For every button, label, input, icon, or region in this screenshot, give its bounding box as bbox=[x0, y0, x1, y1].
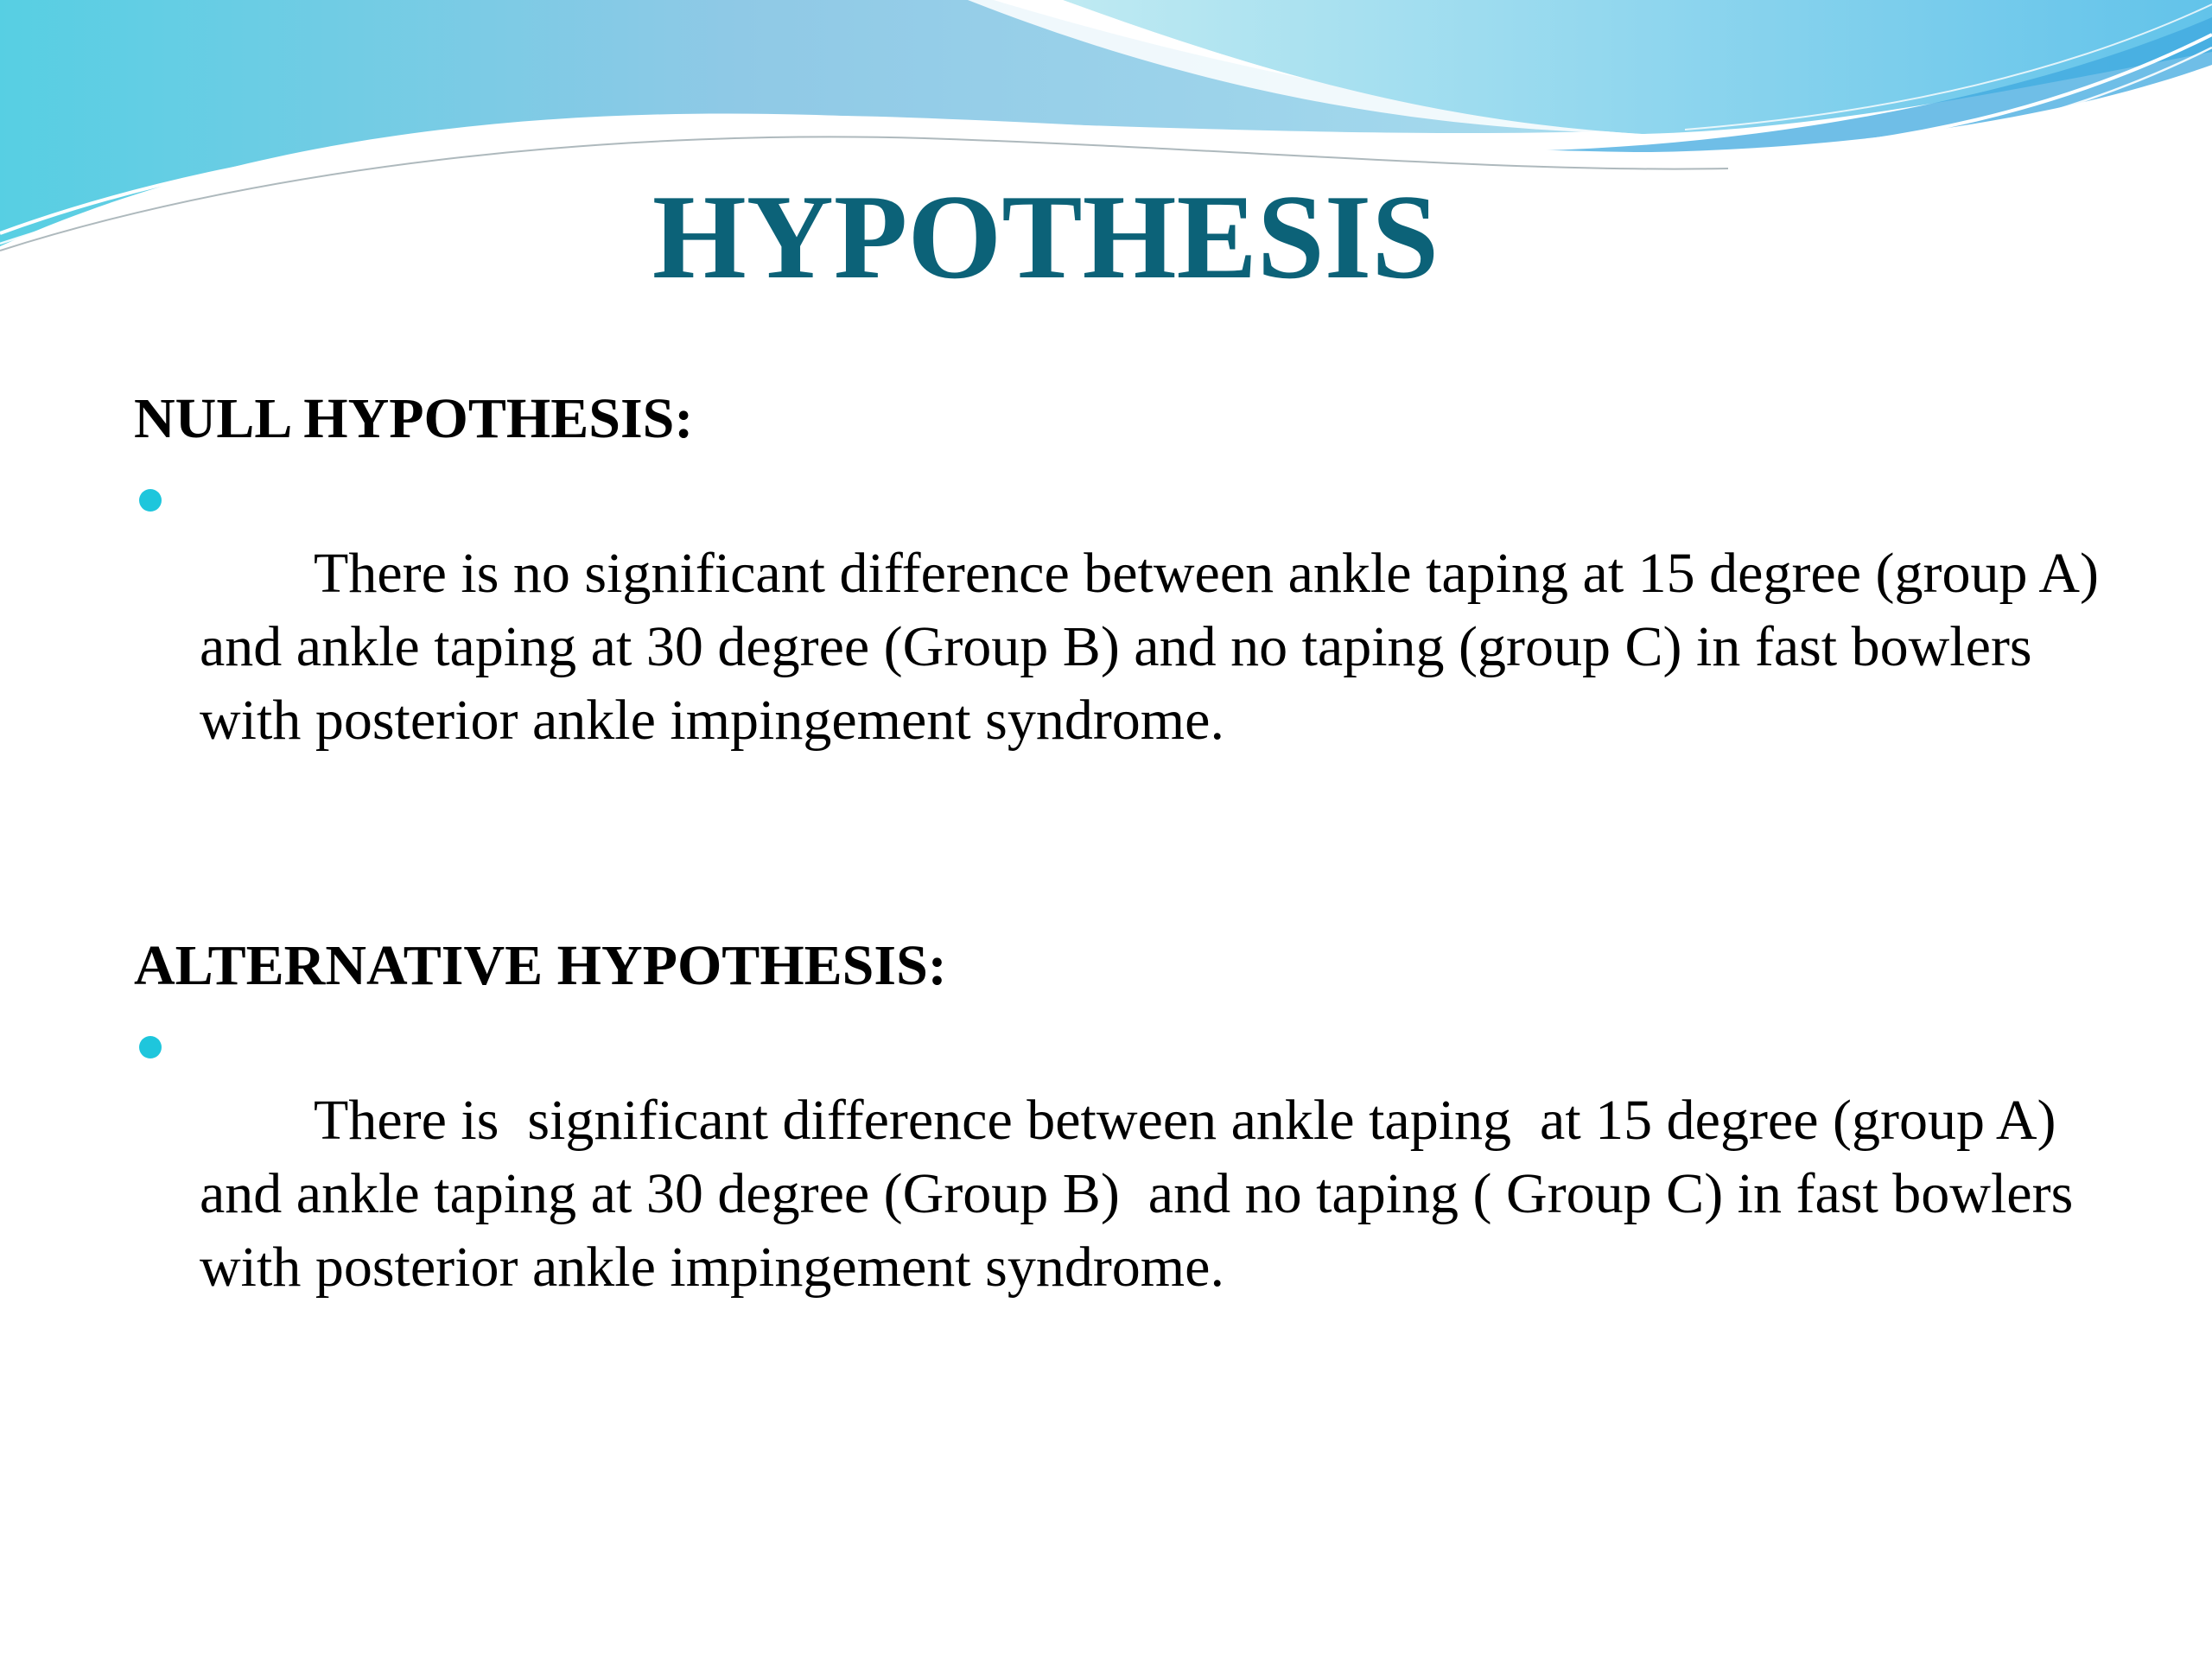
bullet-dot-icon bbox=[139, 1036, 162, 1058]
null-hypothesis-section bbox=[134, 380, 2121, 830]
null-hypothesis-text: There is no significant difference between ankle taping at 15 degree (group A) and ankle taping at 30 degree (Group B) and no taping (group C) in fast bowlers with posterior ankle impingement syndrome. bbox=[200, 542, 2113, 752]
alternative-hypothesis-text: There is significant difference between ankle taping at 15 degree (group A) and ankle taping at 30 degree (Group B) and no taping ( Group C) in fast bowlers with posterior ankle impingement syndrome. bbox=[200, 1089, 2088, 1299]
alternative-hypothesis-section bbox=[134, 927, 2121, 1377]
alternative-hypothesis-bullet bbox=[134, 1010, 2121, 1377]
null-hypothesis-heading: NULL HYPOTHESIS: bbox=[134, 387, 694, 450]
slide-content bbox=[134, 380, 2121, 1377]
slide-title: HYPOTHESIS bbox=[652, 170, 1440, 304]
null-hypothesis-bullet bbox=[134, 463, 2121, 830]
bullet-dot-icon bbox=[139, 489, 162, 512]
alternative-hypothesis-heading: ALTERNATIVE HYPOTHESIS: bbox=[134, 934, 947, 997]
